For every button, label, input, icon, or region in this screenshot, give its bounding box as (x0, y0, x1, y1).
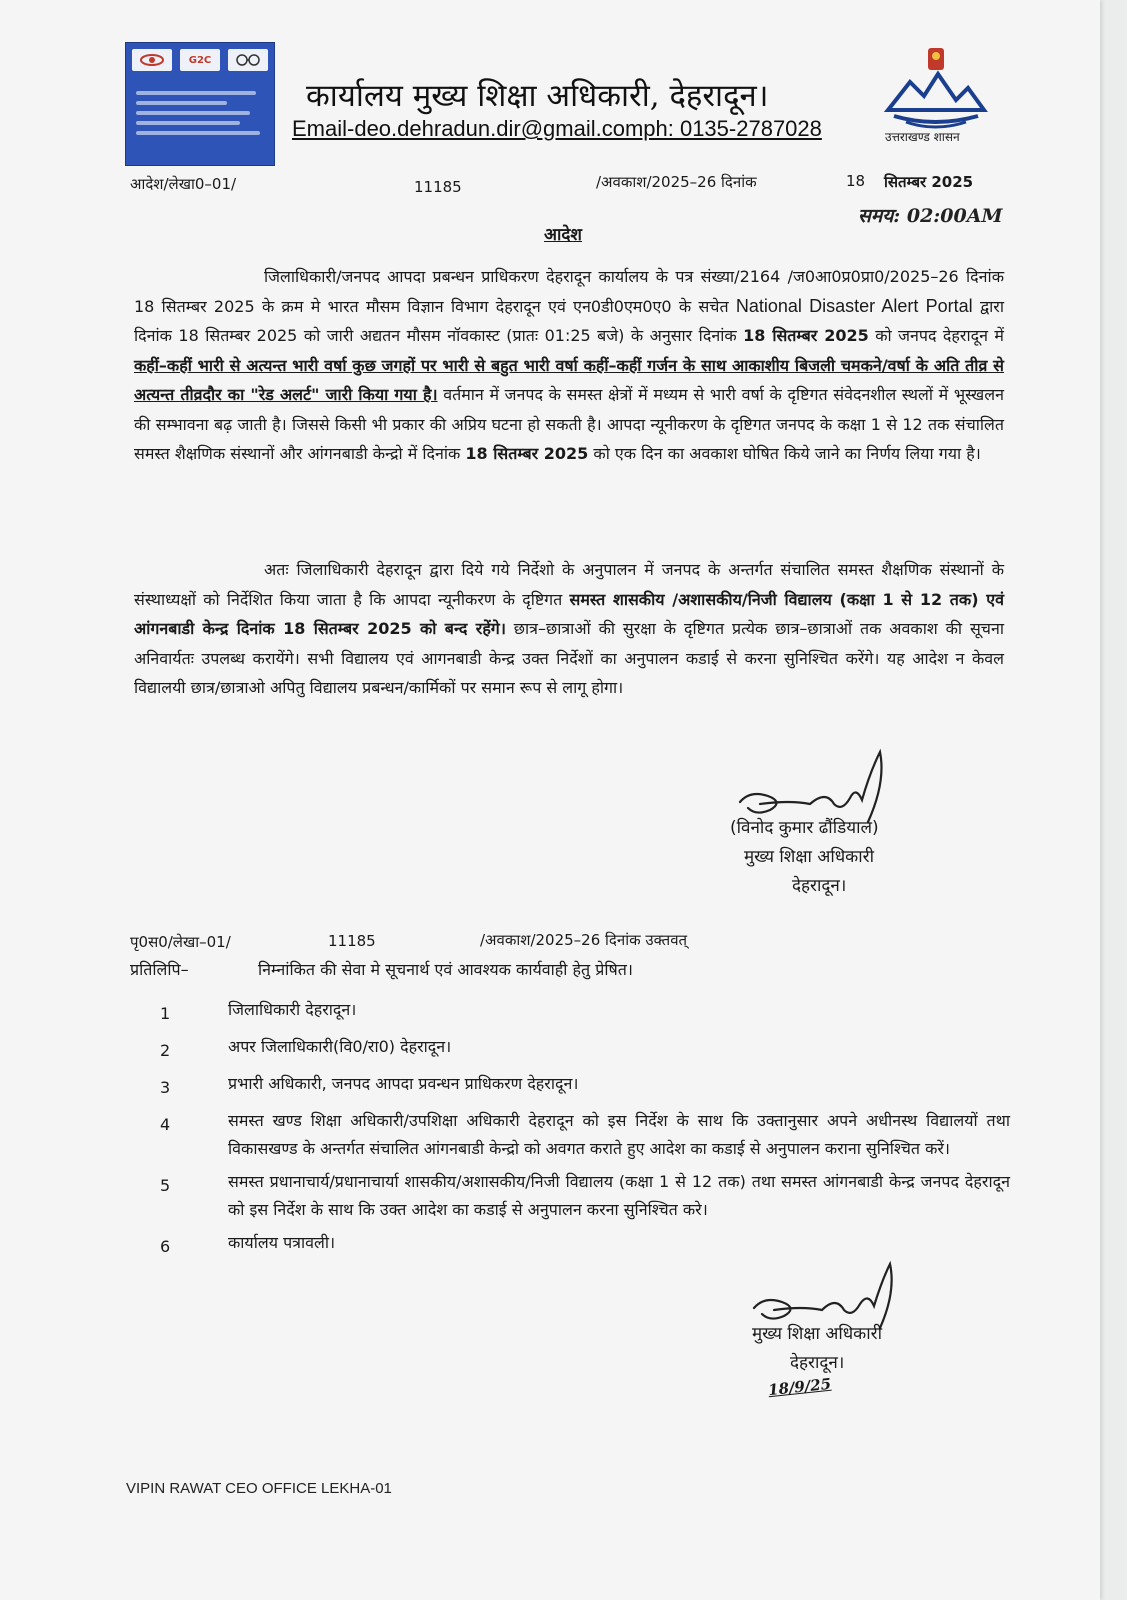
signatory-place-2: देहरादून। (790, 1353, 845, 1373)
list-item: 2 अपर जिलाधिकारी(वि0/रा0) देहरादून। (160, 1037, 452, 1060)
order-heading: आदेश (544, 225, 582, 245)
list-item: 4 समस्त खण्ड शिक्षा अधिकारी/उपशिक्षा अधिकारी देहरादून को इस निर्देश के साथ कि उक्तानुसार अपने अधीनस्थ विद्यालयों तथा विकासखण्ड के अन्तर्गत संचालित आंगनबाडी केन्द्रो को अवगत कराते हुए आदेश का कडाई से अनुपालन कराना सुनिश्चित करें। (160, 1111, 1010, 1158)
glasses-icon (228, 49, 268, 71)
handwritten-time-note: समय: 02:00AM (858, 205, 1003, 227)
signatory-place: देहरादून। (792, 876, 847, 896)
copy-intro-text: निम्नांकित की सेवा मे सूचनार्थ एवं आवश्यक कार्यवाही हेतु प्रेषित। (258, 960, 633, 979)
eye-icon (132, 49, 172, 71)
list-item: 5 समस्त प्रधानाचार्य/प्रधानाचार्या शासकीय/अशासकीय/निजी विद्यालय (कक्षा 1 से 12 तक) तथा समस्त आंगनबाडी केन्द्र जनपद देहरादून को इस निर्देश के साथ कि उक्त आदेश का कडाई से अनुपालन करना सुनिश्चित करे। (160, 1172, 1010, 1219)
order-reference-prefix: आदेश/लेखा0–01/ (130, 175, 237, 193)
signatory-designation-2: मुख्य शिक्षा अधिकारी (752, 1324, 882, 1344)
signatory-designation: मुख्य शिक्षा अधिकारी (744, 847, 874, 867)
emblem-caption: उत्तराखण्ड शासन (885, 130, 960, 144)
list-item: 1 जिलाधिकारी देहरादून। (160, 1000, 357, 1023)
contact-line: Email-deo.dehradun.dir@gmail.comph: 0135-2787028 (292, 116, 822, 141)
order-paragraph-2: अतः जिलाधिकारी देहरादून द्वारा दिये गये निर्देशो के अनुपालन में जनपद के अन्तर्गत संचालित समस्त शैक्षणिक संस्थानों के संस्थाध्यक्षों को निर्देशित किया जाता है कि आपदा न्यूनीकरण के दृष्टिगत समस्त शासकीय /अशासकीय/निजी विद्यालय (कक्षा 1 से 12 तक) एवं आंगनबाडी केन्द्र दिनांक 18 सितम्बर 2025 को बन्द रहेंगे। छात्र–छात्राओं की सुरक्षा के दृष्टिगत प्रत्येक छात्र–छात्राओं तक अवकाश की सूचना अनिवार्यतः उपलब्ध करायेंगे। सभी विद्यालय एवं आगनबाडी केन्द्र उक्त निर्देशों का अनुपालन कडाई से करना सुनिश्चित करेंगे। यह आदेश न केवल विद्यालयी छात्र/छात्राओ अपितु विद्यालय प्रबन्धन/कार्मिकों पर समान रूप से लागू होगा। (134, 560, 1004, 697)
copy-reference-prefix: पृ0स0/लेखा–01/ (130, 933, 231, 951)
copy-reference-middle: /अवकाश/2025–26 दिनांक उक्तवत् (480, 931, 688, 949)
list-item: 3 प्रभारी अधिकारी, जनपद आपदा प्रवन्धन प्राधिकरण देहरादून। (160, 1074, 579, 1097)
copy-recipient-list (160, 996, 1010, 1266)
copy-label: प्रतिलिपि– (130, 960, 189, 979)
order-reference-middle: /अवकाश/2025–26 दिनांक (596, 173, 757, 191)
logo-faint-text (136, 85, 266, 141)
order-date-day: 18 (846, 172, 866, 190)
list-item: 6 कार्यालय पत्रावली। (160, 1233, 336, 1256)
uttarakhand-emblem (880, 42, 990, 142)
order-date-month-year: सितम्बर 2025 (884, 173, 974, 191)
office-logo (125, 42, 275, 166)
g2c-icon: G2C (180, 49, 220, 71)
footer-note: VIPIN RAWAT CEO OFFICE LEKHA-01 (126, 1480, 392, 1497)
office-title: कार्यालय मुख्य शिक्षा अधिकारी, देहरादून। (306, 78, 769, 114)
order-paragraph-1: जिलाधिकारी/जनपद आपदा प्रबन्धन प्राधिकरण देहरादून कार्यालय के पत्र संख्या/2164 /ज0आ0प्र0प्रा0/2025–26 दिनांक 18 सितम्बर 2025 के क्रम मे भारत मौसम विज्ञान विभाग देहरादून एवं एन0डी0एम0ए0 के सचेत National Disaster Alert Portal द्वारा दिनांक 18 सितम्बर 2025 को जारी अद्यतन मौसम नॉवकास्ट (प्रातः 01:25 बजे) के अनुसार दिनांक 18 सितम्बर 2025 को जनपद देहरादून में कहीं–कहीं भारी से अत्यन्त भारी वर्षा कुछ जगहों पर भारी से बहुत भारी वर्षा कहीं–कहीं गर्जन के साथ आकाशीय बिजली चमकने/वर्षा के अति तीव्र से अत्यन्त तीव्रदौर का "रेड अलर्ट" जारी किया गया है। वर्तमान में जनपद के समस्त क्षेत्रों में मध्यम से भारी वर्षा के दृष्टिगत संवेदनशील स्थलों में भूस्खलन की सम्भावना बढ़ जाती है। जिससे किसी भी प्रकार की अप्रिय घटना हो सकती है। आपदा न्यूनीकरण के दृष्टिगत जनपद के कक्षा 1 से 12 तक संचालित समस्त शैक्षणिक संस्थानों और आंगनबाडी केन्द्रो में दिनांक 18 सितम्बर 2025 को एक दिन का अवकाश घोषित किये जाने का निर्णय लिया गया है। (134, 267, 1004, 463)
order-reference-number: 11185 (414, 178, 462, 196)
signatory-name: (विनोद कुमार ढौंडियाल) (730, 818, 879, 838)
handwritten-date: 18/9/25 (767, 1374, 832, 1400)
copy-reference-number: 11185 (328, 932, 376, 950)
